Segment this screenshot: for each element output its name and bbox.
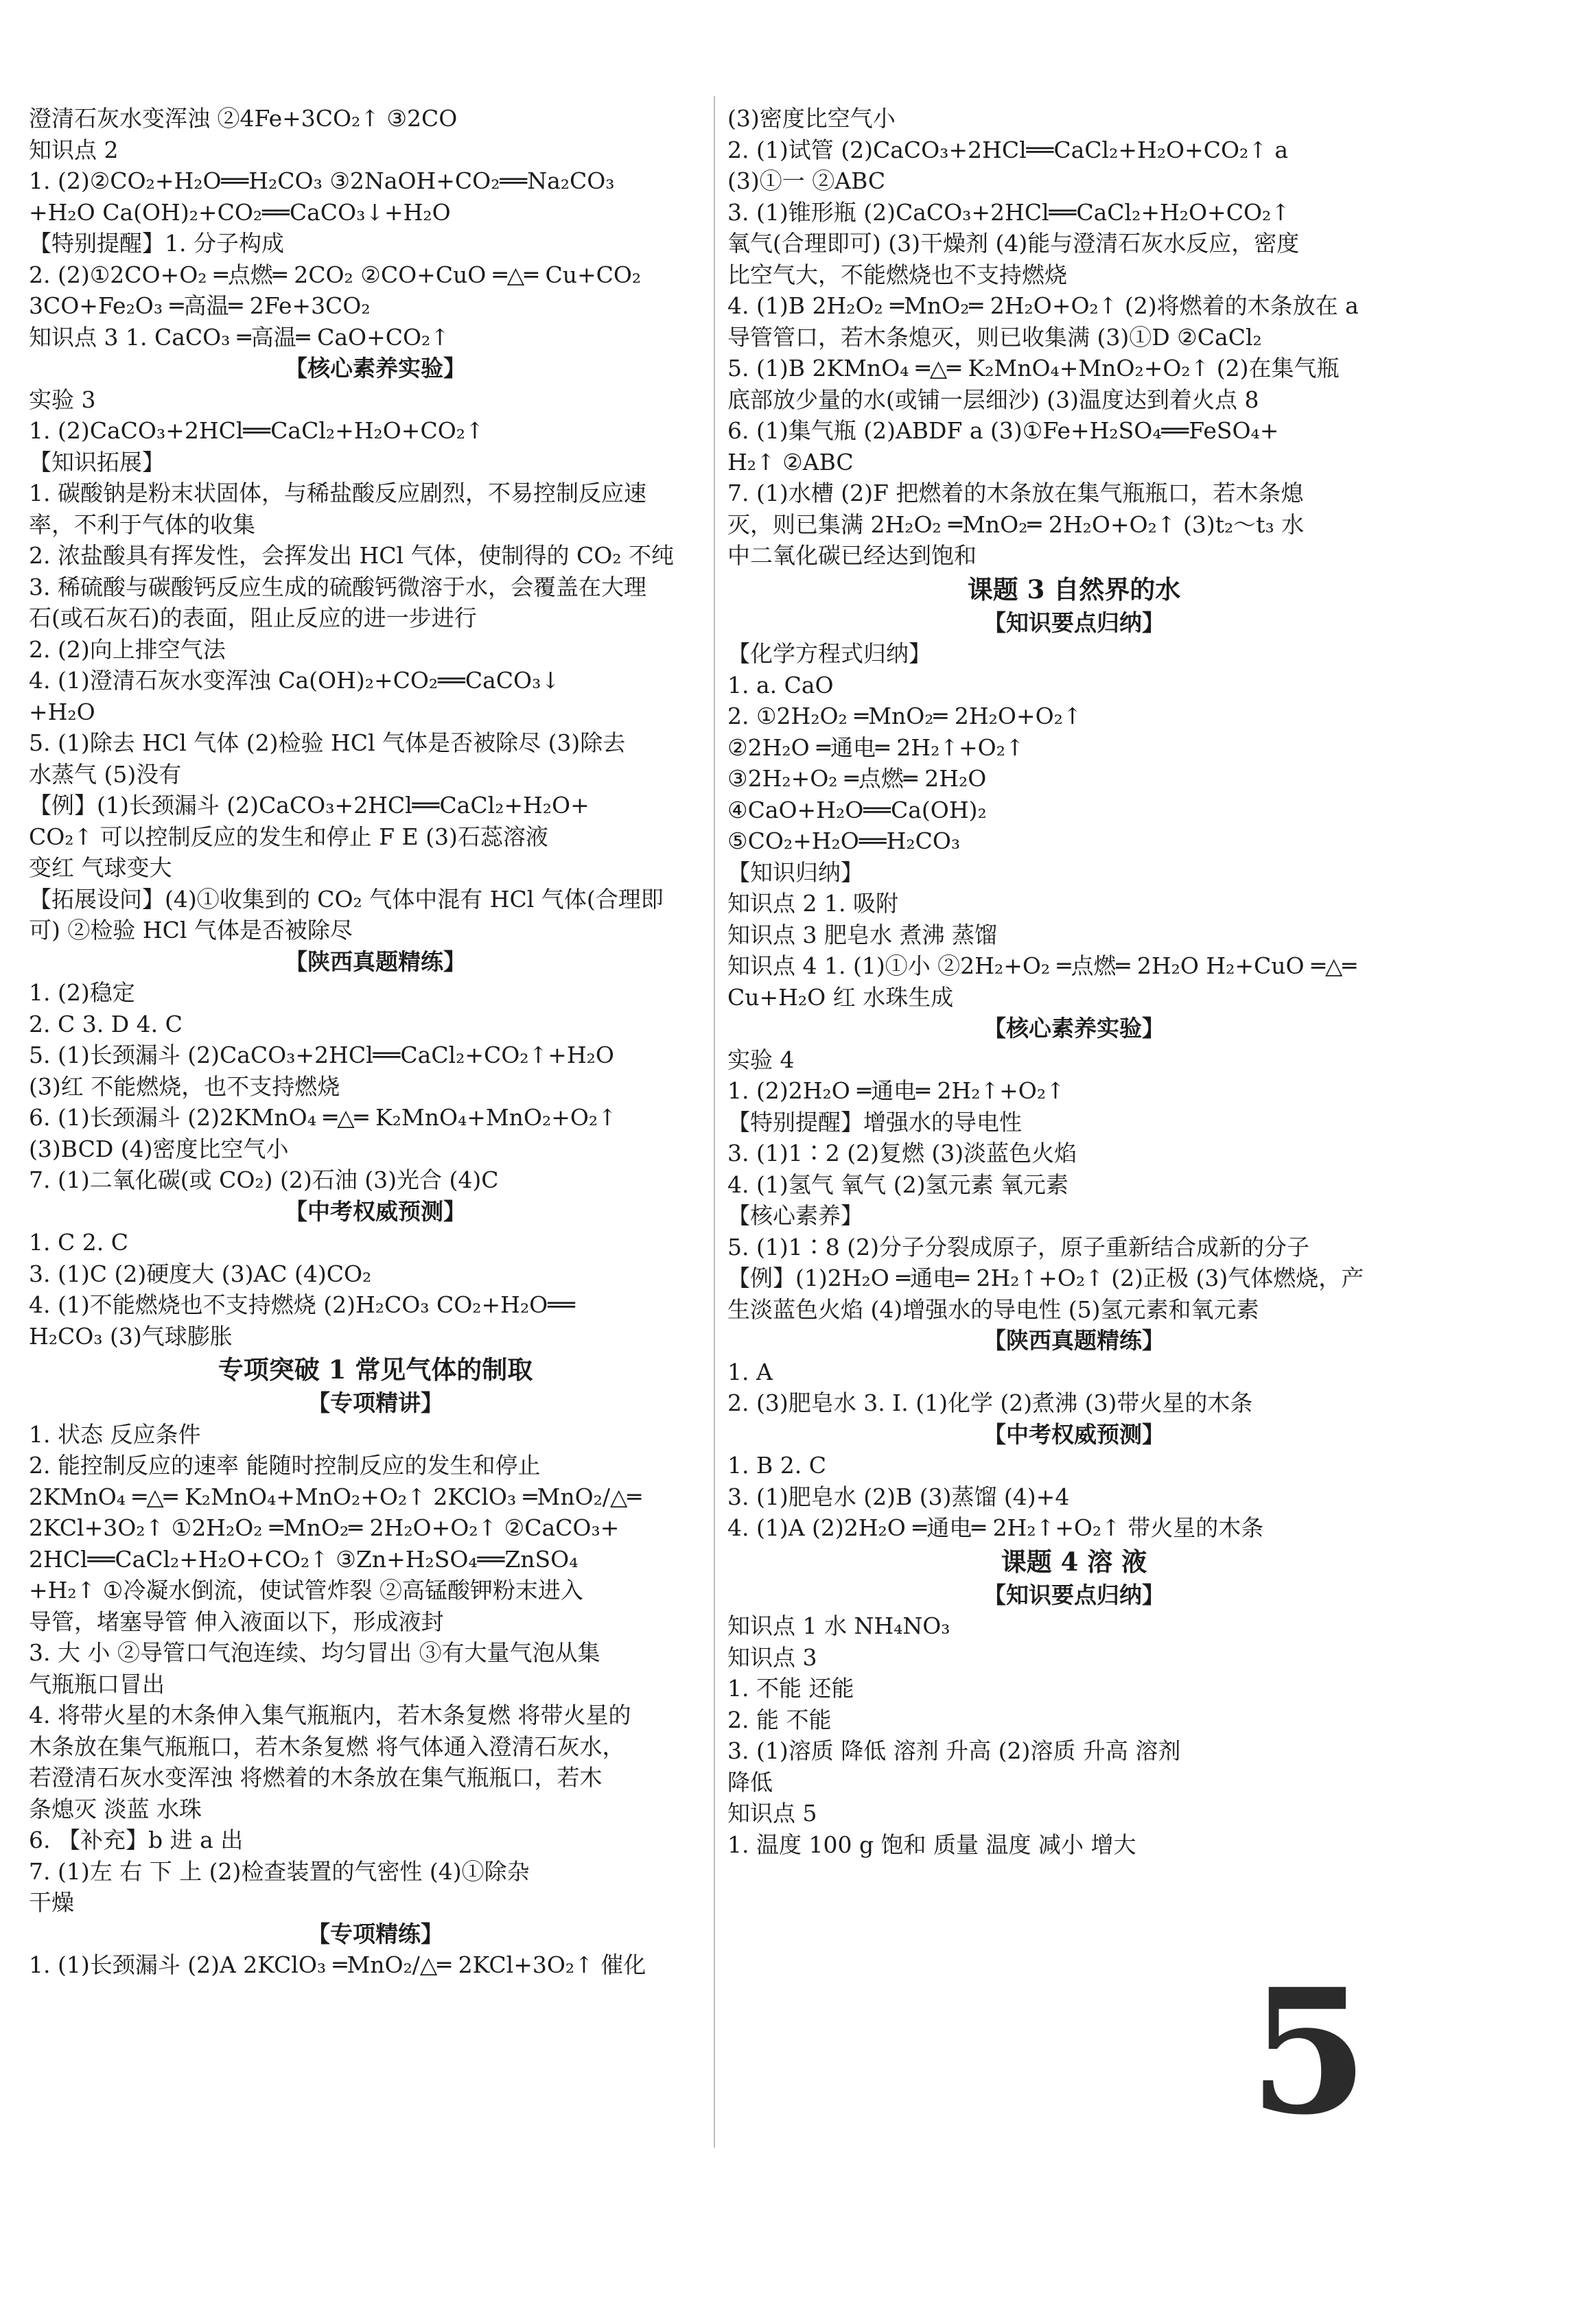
text-line: 课题 3 自然界的水 — [967, 574, 1181, 605]
text-line: 水蒸气 (5)没有 — [29, 760, 182, 788]
text-line: +H₂↑ ①冷凝水倒流，使试管炸裂 ②高锰酸钾粉末进入 — [29, 1577, 583, 1604]
text-line: 3CO+Fe₂O₃ ═高温═ 2Fe+3CO₂ — [29, 292, 371, 319]
text-line: 知识点 5 — [727, 1800, 817, 1827]
text-line: 7. (1)水槽 (2)F 把燃着的木条放在集气瓶瓶口，若木条熄 — [727, 480, 1304, 506]
text-line: 知识点 4 1. (1)①小 ②2H₂+O₂ ═点燃═ 2H₂O H₂+CuO ═△═ — [727, 952, 1357, 979]
text-line: 3. (1)溶质 降低 溶剂 升高 (2)溶质 升高 溶剂 — [727, 1737, 1181, 1764]
text-line: 1. (2)CaCO₃+2HCl══CaCl₂+H₂O+CO₂↑ — [29, 417, 484, 444]
text-line: 知识点 3 肥皂水 煮沸 蒸馏 — [727, 921, 997, 948]
text-line: 【拓展设问】(4)①收集到的 CO₂ 气体中混有 HCl 气体(合理即 — [29, 885, 664, 913]
text-line: 【知识要点归纳】 — [983, 609, 1165, 636]
text-line: 1. 温度 100 g 饱和 质量 温度 减小 增大 — [727, 1831, 1136, 1858]
text-line: 4. (1)B 2H₂O₂ ═MnO₂═ 2H₂O+O₂↑ (2)将燃着的木条放在 a — [727, 292, 1359, 319]
text-line: 氧气(合理即可) (3)干燥剂 (4)能与澄清石灰水反应，密度 — [727, 230, 1300, 257]
text-line: 【核心素养】 — [727, 1202, 863, 1229]
text-line: H₂CO₃ (3)气球膨胀 — [29, 1322, 233, 1350]
text-line: ⑤CO₂+H₂O══H₂CO₃ — [727, 828, 961, 854]
text-line: 1. B 2. C — [727, 1452, 826, 1479]
text-line: 2. C 3. D 4. C — [29, 1010, 183, 1037]
text-line: ③2H₂+O₂ ═点燃═ 2H₂O — [727, 765, 987, 792]
text-line: 木条放在集气瓶瓶口，若木条复燃 将气体通入澄清石灰水， — [29, 1733, 625, 1760]
text-line: Cu+H₂O 红 水珠生成 — [727, 983, 954, 1011]
text-line: 【专项精讲】 — [307, 1389, 443, 1416]
text-line: 中二氧化碳已经达到饱和 — [727, 542, 977, 569]
text-line: 灭，则已集满 2H₂O₂ ═MnO₂═ 2H₂O+O₂↑ (3)t₂～t₃ 水 — [727, 510, 1305, 538]
text-line: 【核心素养实验】 — [285, 355, 466, 382]
text-line: 2. 能控制反应的速率 能随时控制反应的发生和停止 — [29, 1452, 541, 1479]
text-line: ②2H₂O ═通电═ 2H₂↑+O₂↑ — [727, 733, 1025, 761]
text-line: 1. (2)2H₂O ═通电═ 2H₂↑+O₂↑ — [727, 1077, 1065, 1104]
text-line: 实验 3 — [29, 386, 96, 413]
text-line: 2. (2)①2CO+O₂ ═点燃═ 2CO₂ ②CO+CuO ═△═ Cu+CO₂ — [29, 261, 642, 288]
text-line: 知识点 2 — [29, 136, 119, 163]
text-line: 导管，堵塞导管 伸入液面以下，形成液封 — [29, 1608, 444, 1635]
text-line: 1. a. CaO — [727, 671, 834, 699]
text-line: 【特别提醒】1. 分子构成 — [29, 230, 284, 257]
text-line: H₂↑ ②ABC — [727, 448, 854, 476]
text-line: 专项突破 1 常见气体的制取 — [218, 1354, 533, 1385]
text-line: 7. (1)二氧化碳(或 CO₂) (2)石油 (3)光合 (4)C — [29, 1166, 499, 1193]
text-line: 3. (1)C (2)硬度大 (3)AC (4)CO₂ — [29, 1260, 372, 1287]
text-line: 【化学方程式归纳】 — [727, 640, 931, 667]
text-line: 知识点 3 1. CaCO₃ ═高温═ CaO+CO₂↑ — [29, 323, 449, 351]
text-line: 可) ②检验 HCl 气体是否被除尽 — [29, 917, 353, 943]
text-line: 5. (1)B 2KMnO₄ ═△═ K₂MnO₄+MnO₂+O₂↑ (2)在集气瓶 — [727, 355, 1340, 382]
text-line: CO₂↑ 可以控制反应的发生和停止 F E (3)石蕊溶液 — [29, 823, 548, 850]
text-line: 7. (1)左 右 下 上 (2)检查装置的气密性 (4)①除杂 — [29, 1857, 530, 1885]
text-line: 2. ①2H₂O₂ ═MnO₂═ 2H₂O+O₂↑ — [727, 703, 1082, 729]
text-line: 2KCl+3O₂↑ ①2H₂O₂ ═MnO₂═ 2H₂O+O₂↑ ②CaCO₃+ — [29, 1514, 620, 1541]
text-line: 【知识要点归纳】 — [983, 1581, 1165, 1608]
text-line: +H₂O Ca(OH)₂+CO₂══CaCO₃↓+H₂O — [29, 198, 451, 226]
text-line: 【例】(1)长颈漏斗 (2)CaCO₃+2HCl══CaCl₂+H₂O+ — [29, 792, 589, 819]
text-line: 气瓶瓶口冒出 — [29, 1670, 165, 1698]
text-line: 3. (1)锥形瓶 (2)CaCO₃+2HCl══CaCl₂+H₂O+CO₂↑ — [727, 198, 1290, 226]
text-line: 导管管口，若木条熄灭，则已收集满 (3)①D ②CaCl₂ — [727, 323, 1262, 351]
text-line: 1. (2)稳定 — [29, 979, 135, 1006]
text-line: 3. 稀硫酸与碳酸钙反应生成的硫酸钙微溶于水，会覆盖在大理 — [29, 573, 646, 600]
text-line: 知识点 2 1. 吸附 — [727, 890, 898, 917]
text-line: +H₂O — [29, 698, 95, 725]
text-line: 1. A — [727, 1358, 773, 1385]
text-line: (3)密度比空气小 — [727, 105, 896, 132]
text-line: 6. (1)集气瓶 (2)ABDF a (3)①Fe+H₂SO₄══FeSO₄+ — [727, 417, 1279, 444]
text-line: 3. (1)肥皂水 (2)B (3)蒸馏 (4)+4 — [727, 1483, 1070, 1510]
text-line: 比空气大，不能燃烧也不支持燃烧 — [727, 261, 1067, 288]
column-divider — [714, 96, 715, 2148]
text-line: 【核心素养实验】 — [983, 1015, 1165, 1042]
text-line: 课题 4 溶 液 — [1001, 1546, 1147, 1577]
text-line: 【中考权威预测】 — [285, 1197, 466, 1225]
text-line: 底部放少量的水(或铺一层细沙) (3)温度达到着火点 8 — [727, 386, 1259, 413]
text-line: (3)红 不能燃烧，也不支持燃烧 — [29, 1072, 340, 1100]
text-line: 澄清石灰水变浑浊 ②4Fe+3CO₂↑ ③2CO — [29, 105, 458, 132]
page-number: 5 — [1249, 1951, 1368, 2152]
text-line: 1. 不能 还能 — [727, 1675, 854, 1702]
text-line: 1. 状态 反应条件 — [29, 1420, 201, 1448]
text-line: 6. (1)长颈漏斗 (2)2KMnO₄ ═△═ K₂MnO₄+MnO₂+O₂↑ — [29, 1104, 617, 1131]
text-line: 1. C 2. C — [29, 1229, 128, 1256]
text-line: 4. 将带火星的木条伸入集气瓶瓶内，若木条复燃 将带火星的 — [29, 1702, 631, 1728]
text-line: 【陕西真题精练】 — [983, 1327, 1165, 1354]
text-line: 若澄清石灰水变浑浊 将燃着的木条放在集气瓶瓶口，若木 — [29, 1764, 603, 1791]
text-line: 降低 — [727, 1768, 773, 1796]
text-line: 实验 4 — [727, 1046, 795, 1073]
text-line: 2. 能 不能 — [727, 1706, 832, 1733]
text-line: 3. 大 小 ②导管口气泡连续、均匀冒出 ③有大量气泡从集 — [29, 1639, 600, 1666]
text-line: 5. (1)1∶8 (2)分子分裂成原子，原子重新结合成新的分子 — [727, 1233, 1309, 1260]
text-line: 干燥 — [29, 1889, 74, 1916]
text-line: 2. 浓盐酸具有挥发性，会挥发出 HCl 气体，使制得的 CO₂ 不纯 — [29, 542, 675, 569]
text-line: 变红 气球变大 — [29, 854, 172, 881]
text-line: 2. (2)向上排空气法 — [29, 635, 226, 663]
right-column — [727, 103, 1421, 1860]
text-line: 2. (3)肥皂水 3. Ⅰ. (1)化学 (2)煮沸 (3)带火星的木条 — [727, 1389, 1253, 1416]
text-line: 1. (1)长颈漏斗 (2)A 2KClO₃ ═MnO₂/△═ 2KCl+3O₂↑ 催化 — [29, 1951, 646, 1978]
text-line: 4. (1)不能燃烧也不支持燃烧 (2)H₂CO₃ CO₂+H₂O══ — [29, 1291, 575, 1318]
text-line: 【例】(1)2H₂O ═通电═ 2H₂↑+O₂↑ (2)正极 (3)气体燃烧，产 — [727, 1265, 1364, 1291]
text-line: (3)BCD (4)密度比空气小 — [29, 1135, 289, 1162]
text-line: 【陕西真题精练】 — [285, 948, 466, 975]
text-line: 率，不利于气体的收集 — [29, 510, 255, 538]
text-line: 【知识归纳】 — [727, 858, 863, 886]
text-line: 4. (1)A (2)2H₂O ═通电═ 2H₂↑+O₂↑ 带火星的木条 — [727, 1514, 1264, 1541]
left-column — [29, 103, 722, 1981]
text-line: 6. 【补充】b 进 a 出 — [29, 1827, 244, 1853]
text-line: 知识点 1 水 NH₄NO₃ — [727, 1612, 950, 1639]
text-line: 5. (1)长颈漏斗 (2)CaCO₃+2HCl══CaCl₂+CO₂↑+H₂O — [29, 1042, 614, 1068]
text-line: 【特别提醒】增强水的导电性 — [727, 1108, 1022, 1136]
text-line: 3. (1)1∶2 (2)复燃 (3)淡蓝色火焰 — [727, 1140, 1077, 1166]
text-line: 4. (1)氢气 氧气 (2)氢元素 氧元素 — [727, 1171, 1069, 1198]
text-line: 【知识拓展】 — [29, 448, 165, 476]
text-line: 【中考权威预测】 — [983, 1420, 1165, 1448]
text-line: 生淡蓝色火焰 (4)增强水的导电性 (5)氢元素和氧元素 — [727, 1295, 1259, 1323]
text-line: 知识点 3 — [727, 1643, 817, 1671]
text-line: 4. (1)澄清石灰水变浑浊 Ca(OH)₂+CO₂══CaCO₃↓ — [29, 667, 560, 694]
text-line: (3)①一 ②ABC — [727, 167, 886, 194]
text-line: 2. (1)试管 (2)CaCO₃+2HCl══CaCl₂+H₂O+CO₂↑ a — [727, 136, 1289, 163]
text-line: 条熄灭 淡蓝 水珠 — [29, 1795, 202, 1822]
text-line: 石(或石灰石)的表面，阻止反应的进一步进行 — [29, 605, 477, 631]
text-line: 2KMnO₄ ═△═ K₂MnO₄+MnO₂+O₂↑ 2KClO₃ ═MnO₂/△═ — [29, 1483, 642, 1510]
text-line: 1. (2)②CO₂+H₂O══H₂CO₃ ③2NaOH+CO₂══Na₂CO₃ — [29, 167, 615, 194]
text-line: 1. 碳酸钠是粉末状固体，与稀盐酸反应剧烈，不易控制反应速 — [29, 480, 646, 506]
text-line: 5. (1)除去 HCl 气体 (2)检验 HCl 气体是否被除尽 (3)除去 — [29, 729, 626, 756]
text-line: 【专项精练】 — [307, 1920, 443, 1947]
text-line: 2HCl══CaCl₂+H₂O+CO₂↑ ③Zn+H₂SO₄══ZnSO₄ — [29, 1545, 579, 1573]
text-line: ④CaO+H₂O══Ca(OH)₂ — [727, 796, 987, 823]
